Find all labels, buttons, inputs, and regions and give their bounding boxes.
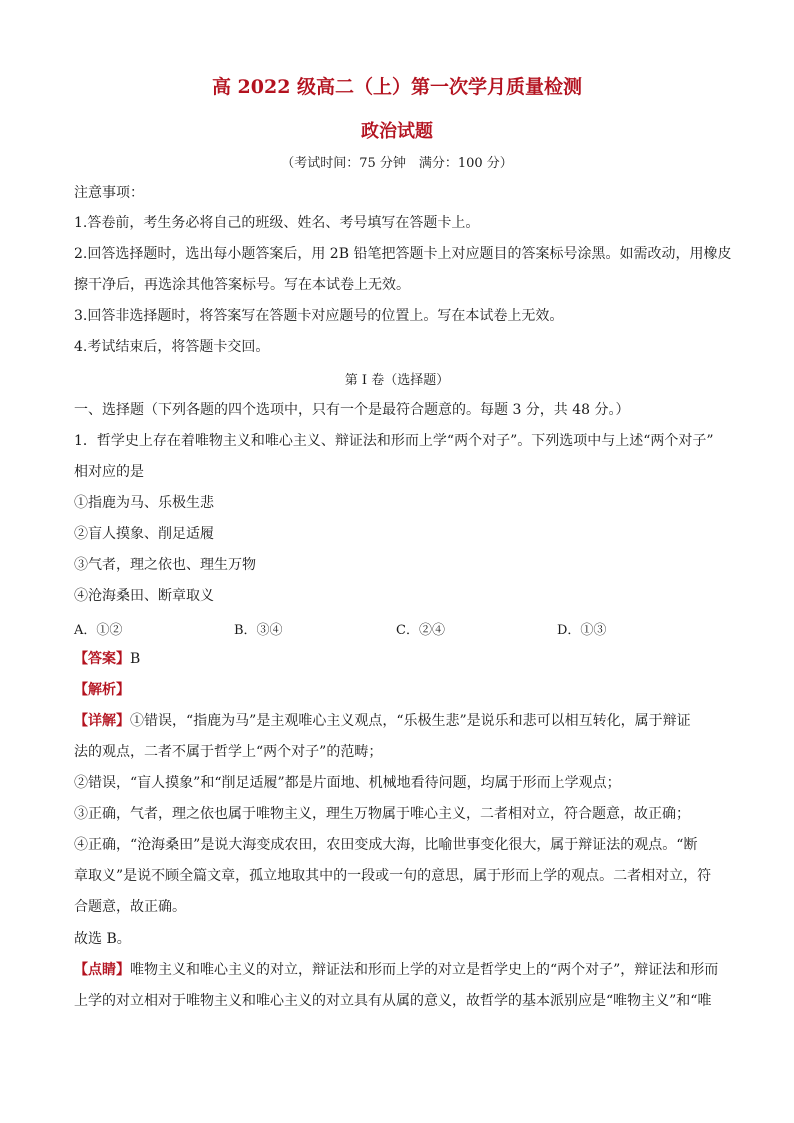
detail-line-7: 合题意，故正确。 — [74, 899, 186, 915]
answer-value: B — [130, 651, 141, 667]
detail-text-1: ①错误，“指鹿为马”是主观唯心主义观点，“乐极生悲”是说乐和悲可以相互转化，属于辩证 — [130, 713, 691, 729]
statement-2: ②盲人摸象、削足适履 — [74, 526, 214, 542]
detail-label: 【详解】 — [74, 713, 130, 729]
detail-line-5: ④正确，“沧海桑田”是说大海变成农田，农田变成大海，比喻世事变化很大，属于辩证法的观点。“断 — [74, 837, 698, 853]
statement-4: ④沧海桑田、断章取义 — [74, 588, 214, 604]
option-b: B．③④ — [234, 623, 283, 638]
answer-line — [74, 649, 140, 669]
exam-info: （考试时间：75 分钟 满分：100 分） — [281, 156, 513, 171]
analysis-label: 【解析】 — [74, 682, 130, 698]
subject-title: 政治试题 — [361, 121, 433, 142]
notice-item-3: 3.回答非选择题时，将答案写在答题卡对应题号的位置上。写在本试卷上无效。 — [74, 308, 564, 324]
question-stem-line-1: 1．哲学史上存在着唯物主义和唯心主义、辩证法和形而上学“两个对子”。下列选项中与上述“两个对子” — [74, 433, 714, 449]
option-c: C．②④ — [396, 623, 445, 638]
tip-label: 【点睛】 — [74, 962, 130, 978]
tip-line-2: 上学的对立相对于唯物主义和唯心主义的对立具有从属的意义，故哲学的基本派别应是“唯物主义”和“唯 — [74, 993, 712, 1009]
notice-heading: 注意事项： — [74, 185, 144, 201]
detail-line-1 — [74, 711, 691, 731]
notice-item-2-cont: 擦干净后，再选涂其他答案标号。写在本试卷上无效。 — [74, 277, 410, 293]
question-stem-line-2: 相对应的是 — [74, 464, 144, 480]
conclusion: 故选 B。 — [74, 931, 131, 947]
notice-item-1: 1.答卷前，考生务必将自己的班级、姓名、考号填写在答题卡上。 — [74, 215, 480, 231]
tip-text-1: 唯物主义和唯心主义的对立，辩证法和形而上学的对立是哲学史上的“两个对子”，辩证法和形而 — [130, 962, 719, 978]
section-title: 第 I 卷（选择题） — [344, 373, 450, 388]
analysis-line — [74, 680, 130, 700]
notice-item-4: 4.考试结束后，将答题卡交回。 — [74, 339, 270, 355]
detail-line-6: 章取义”是说不顾全篇文章，孤立地取其中的一段或一句的意思，属于形而上学的观点。二者相对立，符 — [74, 868, 712, 884]
statement-3: ③气者，理之依也、理生万物 — [74, 557, 256, 573]
answer-label: 【答案】 — [74, 651, 130, 667]
detail-line-3: ②错误，“盲人摸象”和“削足适履”都是片面地、机械地看待问题，均属于形而上学观点； — [74, 775, 621, 791]
detail-line-2: 法的观点，二者不属于哲学上“两个对子”的范畴； — [74, 744, 383, 760]
exam-title: 高 2022 级高二（上）第一次学月质量检测 — [211, 76, 583, 98]
section-instruction: 一、选择题（下列各题的四个选项中，只有一个是最符合题意的。每题 3 分，共 48 分。） — [74, 402, 630, 418]
detail-line-4: ③正确，气者，理之依也属于唯物主义，理生万物属于唯心主义，二者相对立，符合题意，故正确； — [74, 806, 690, 822]
option-a: A．①② — [74, 623, 123, 638]
tip-line-1 — [74, 960, 718, 980]
notice-item-2: 2.回答选择题时，选出每小题答案后，用 2B 铅笔把答题卡上对应题目的答案标号涂黑。如需改动，用橡皮 — [74, 246, 732, 262]
statement-1: ①指鹿为马、乐极生悲 — [74, 495, 214, 511]
option-d: D．①③ — [557, 623, 607, 638]
